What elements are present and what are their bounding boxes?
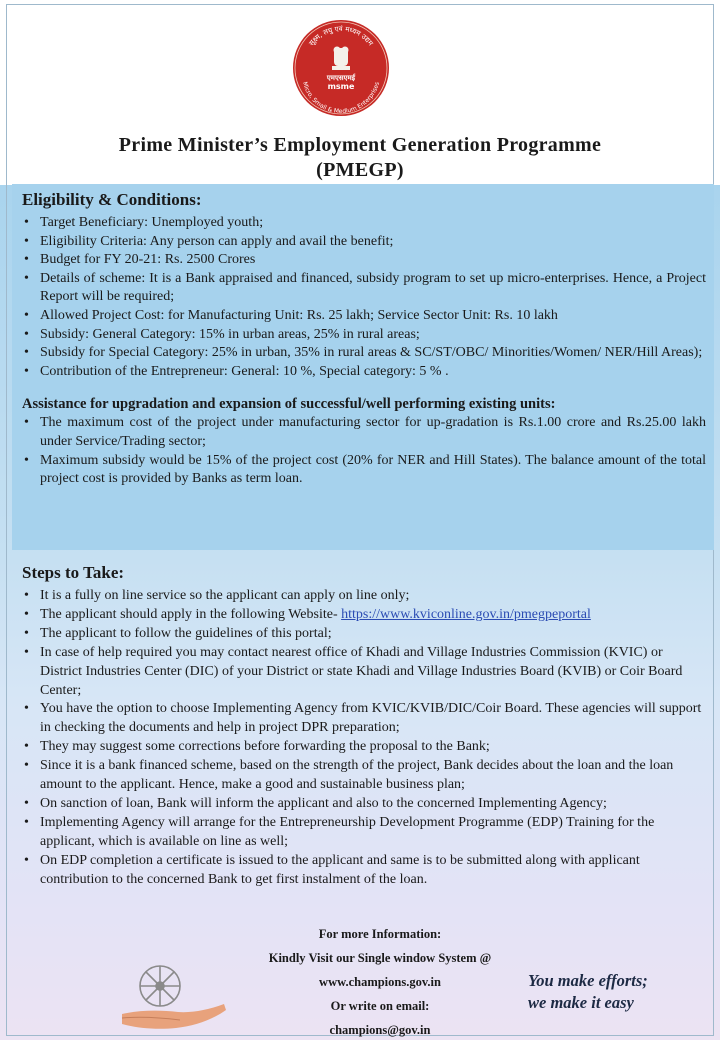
list-item: • Eligibility Criteria: Any person can apply and avail the benefit; [22, 233, 706, 252]
page-title [60, 133, 660, 183]
eligibility-panel [12, 184, 714, 550]
list-item: • They may suggest some corrections before forwarding the proposal to the Bank; [22, 738, 704, 757]
list-item: • Maximum subsidy would be 15% of the project cost (20% for NER and Hill States). The balance amount of the total project cost is provided by Banks as term loan. [22, 452, 706, 489]
svg-text:Micro, Small & Medium Enterpri: Micro, Small & Medium Enterprises [300, 81, 382, 116]
svg-text:सूक्ष्म, लघु एवं मध्यम उद्यम: सूक्ष्म, लघु एवं मध्यम उद्यम [307, 24, 375, 48]
footer-info [230, 922, 530, 1042]
list-item [22, 606, 704, 625]
list-item: • Details of scheme: It is a Bank appraised and financed, subsidy program to set up micro-enterprises. Hence, a Project Report will be required; [22, 270, 706, 307]
list-item: • Since it is a bank financed scheme, based on the strength of the project, Bank decides about the loan and the loan amount to the applicant. Hence, make a good and sustainable business plan; [22, 757, 704, 795]
website-prefix: The applicant should apply in the following Website- [40, 606, 342, 622]
list-item: • The maximum cost of the project under manufacturing sector for up-gradation is Rs.1.00 crore and Rs.25.00 lakh under Service/Trading sector; [22, 414, 706, 451]
list-item: • On EDP completion a certificate is issued to the applicant and same is to be submitted along with applicant contribution to the concerned Bank to get first instalment of the loan. [22, 852, 704, 890]
steps-section [12, 562, 712, 890]
tagline-line-2: we make it easy [528, 993, 634, 1012]
msme-logo [288, 18, 394, 118]
champions-website-link[interactable]: www.champions.gov.in [319, 975, 441, 989]
list-item: • Allowed Project Cost: for Manufacturing Unit: Rs. 25 lakh; Service Sector Unit: Rs. 10 lakh [22, 307, 706, 326]
list-item: • Contribution of the Entrepreneur: General: 10 %, Special category: 5 % . [22, 363, 706, 382]
footer-line-2: Kindly Visit our Single window System @ [268, 951, 492, 965]
list-item: • In case of help required you may contact nearest office of Khadi and Village Industries Commission (KVIC) or District Industries Center (DIC) of your District or state Khadi and Village Industries Board (KVIB) or Coir Board Center; [22, 644, 704, 701]
tagline-line-1: You make efforts; [528, 971, 648, 990]
svg-text:msme: msme [327, 82, 355, 91]
champions-email-link[interactable]: champions@gov.in [329, 1023, 431, 1037]
list-item: • Target Beneficiary: Unemployed youth; [22, 214, 706, 233]
eligibility-heading: Eligibility & Conditions: [22, 190, 202, 209]
list-item: • Subsidy: General Category: 15% in urban areas, 25% in rural areas; [22, 326, 706, 345]
pmegp-portal-link[interactable]: https://www.kviconline.gov.in/pmegpeportal [341, 606, 591, 622]
assistance-heading: Assistance for upgradation and expansion of successful/well performing existing units: [22, 396, 556, 413]
list-item: • Implementing Agency will arrange for the Entrepreneurship Development Programme (EDP) Training for the applicant, which is available on line as well; [22, 814, 704, 852]
title-line-1: Prime Minister’s Employment Generation Programme [118, 134, 602, 156]
footer-line-4: Or write on email: [330, 999, 430, 1013]
list-item: • It is a fully on line service so the applicant can apply on line only; [22, 587, 704, 606]
list-item: • The applicant to follow the guidelines of this portal; [22, 625, 704, 644]
list-item: • Subsidy for Special Category: 25% in urban, 35% in rural areas & SC/ST/OBC/ Minorities/Women/ NER/Hill Areas); [22, 344, 706, 363]
title-line-2: (PMEGP) [316, 159, 404, 181]
list-item: • Budget for FY 20-21: Rs. 2500 Crores [22, 251, 706, 270]
list-item: • On sanction of loan, Bank will inform the applicant and also to the concerned Implementing Agency; [22, 795, 704, 814]
assistance-list [22, 414, 706, 488]
steps-heading: Steps to Take: [22, 563, 125, 582]
eligibility-list [22, 214, 706, 381]
footer-line-1: For more Information: [318, 927, 442, 941]
svg-text:एमएसएमई: एमएसएमई [326, 74, 356, 82]
steps-list [22, 587, 704, 890]
hand-wheel-illustration [120, 952, 230, 1036]
list-item: • You have the option to choose Implementing Agency from KVIC/KVIB/DIC/Coir Board. These agencies will support in checking the documents and help in project DPR preparation; [22, 700, 704, 738]
tagline [528, 970, 688, 1014]
